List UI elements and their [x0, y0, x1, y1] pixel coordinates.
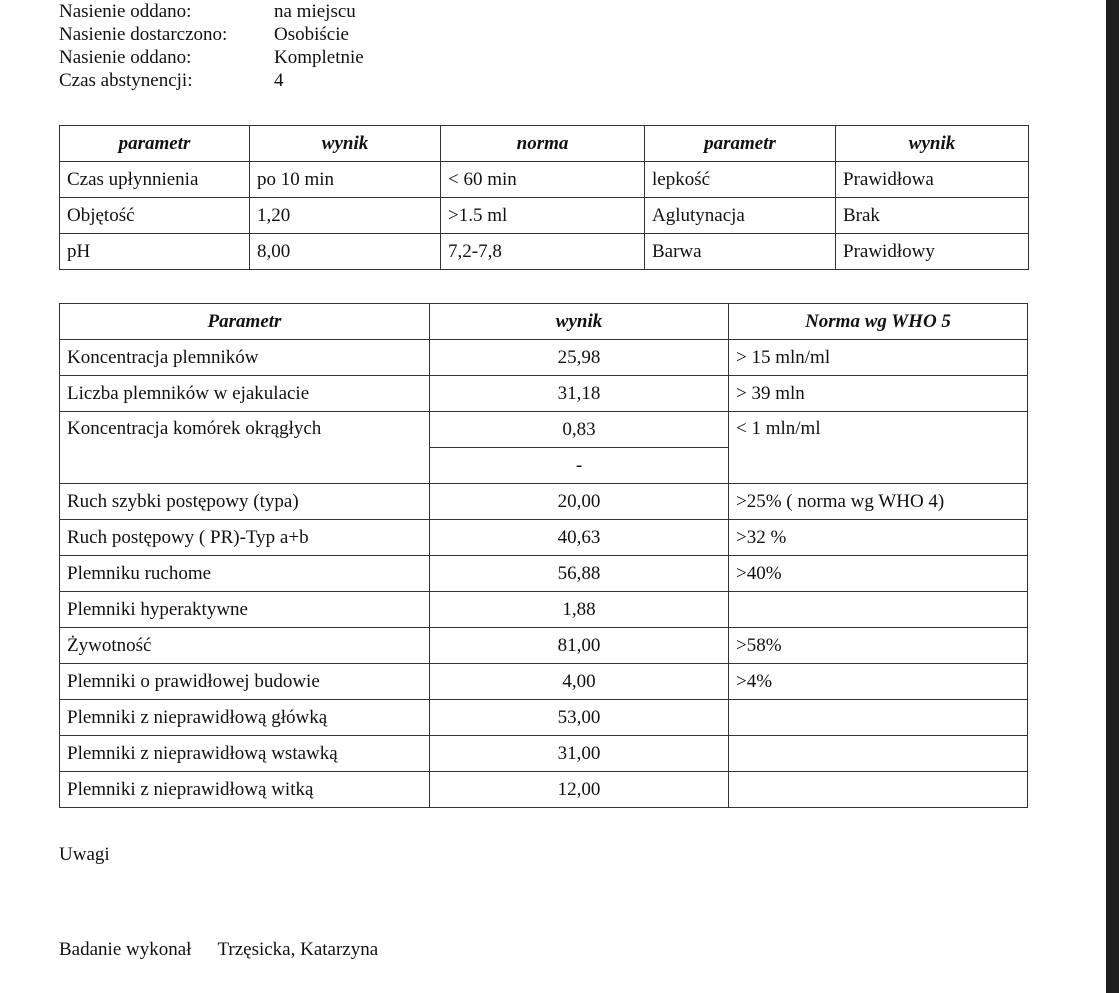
table-cell: Prawidłowa	[836, 162, 1029, 198]
basic-parameters-table	[59, 125, 1029, 270]
norm-cell	[729, 772, 1028, 808]
sample-info-label: Nasienie oddano:	[59, 47, 192, 68]
norm-cell: >4%	[729, 664, 1028, 700]
column-header: norma	[441, 126, 645, 162]
result-cell: 4,00	[430, 664, 729, 700]
performed-by-label: Badanie wykonał	[59, 939, 192, 960]
table-row	[60, 376, 1028, 412]
parameter-cell: Plemniki z nieprawidłową wstawką	[60, 736, 430, 772]
table-cell: 7,2-7,8	[441, 234, 645, 270]
table-row	[60, 340, 1028, 376]
parameter-cell: Żywotność	[60, 628, 430, 664]
norm-cell	[729, 592, 1028, 628]
norm-cell: >40%	[729, 556, 1028, 592]
parameter-cell: Koncentracja komórek okrągłych	[60, 412, 430, 484]
table-row	[60, 198, 1029, 234]
result-cell: 53,00	[430, 700, 729, 736]
table-cell: po 10 min	[250, 162, 441, 198]
column-header: wynik	[430, 304, 729, 340]
sample-info-value: Osobiście	[274, 24, 349, 45]
norm-cell: < 1 mln/ml	[729, 412, 1028, 484]
result-cell: 20,00	[430, 484, 729, 520]
table-cell: Czas upłynnienia	[60, 162, 250, 198]
table-row	[60, 592, 1028, 628]
parameter-cell: Liczba plemników w ejakulacie	[60, 376, 430, 412]
parameter-cell: Plemniki z nieprawidłową witką	[60, 772, 430, 808]
performed-by-name: Trzęsicka, Katarzyna	[217, 939, 379, 960]
column-header: wynik	[836, 126, 1029, 162]
column-header: parametr	[645, 126, 836, 162]
sample-info-label: Czas abstynencji:	[59, 70, 193, 91]
table-row	[60, 520, 1028, 556]
column-header: Parametr	[60, 304, 430, 340]
sample-info-label: Nasienie oddano:	[59, 1, 192, 22]
table-cell: Aglutynacja	[645, 198, 836, 234]
parameter-cell: Koncentracja plemników	[60, 340, 430, 376]
table-header-row	[60, 126, 1029, 162]
table-row	[60, 234, 1029, 270]
norm-cell: >58%	[729, 628, 1028, 664]
result-cell: -	[430, 448, 729, 484]
parameter-cell: Plemniku ruchome	[60, 556, 430, 592]
table-cell: Barwa	[645, 234, 836, 270]
norm-cell	[729, 700, 1028, 736]
notes-label: Uwagi	[59, 844, 110, 865]
column-header: parametr	[60, 126, 250, 162]
table-row	[60, 484, 1028, 520]
table-row	[60, 736, 1028, 772]
norm-cell: > 39 mln	[729, 376, 1028, 412]
table-header-row	[60, 304, 1028, 340]
result-cell: 81,00	[430, 628, 729, 664]
parameter-cell: Plemniki z nieprawidłową główką	[60, 700, 430, 736]
sample-info-value: na miejscu	[274, 1, 356, 22]
result-cell: 1,88	[430, 592, 729, 628]
norm-cell: >32 %	[729, 520, 1028, 556]
table-row	[60, 772, 1028, 808]
norm-cell: > 15 mln/ml	[729, 340, 1028, 376]
table-cell: Brak	[836, 198, 1029, 234]
table-cell: Prawidłowy	[836, 234, 1029, 270]
result-cell: 0,83	[430, 412, 729, 448]
table-row	[60, 412, 1028, 448]
table-row	[60, 700, 1028, 736]
parameter-cell: Ruch szybki postępowy (typa)	[60, 484, 430, 520]
parameter-cell: Plemniki o prawidłowej budowie	[60, 664, 430, 700]
table-cell: lepkość	[645, 162, 836, 198]
table-row	[60, 162, 1029, 198]
result-cell: 31,18	[430, 376, 729, 412]
table-cell: 1,20	[250, 198, 441, 234]
table-cell: 8,00	[250, 234, 441, 270]
table-cell: < 60 min	[441, 162, 645, 198]
sample-info-label: Nasienie dostarczono:	[59, 24, 228, 45]
table-cell: Objętość	[60, 198, 250, 234]
norm-cell	[729, 736, 1028, 772]
table-cell: pH	[60, 234, 250, 270]
table-row	[60, 556, 1028, 592]
page-edge-shadow	[1106, 0, 1119, 993]
result-cell: 25,98	[430, 340, 729, 376]
table-row	[60, 664, 1028, 700]
result-cell: 56,88	[430, 556, 729, 592]
who-parameters-table	[59, 303, 1028, 808]
result-cell: 40,63	[430, 520, 729, 556]
table-row	[60, 628, 1028, 664]
norm-cell: >25% ( norma wg WHO 4)	[729, 484, 1028, 520]
result-cell: 12,00	[430, 772, 729, 808]
result-cell: 31,00	[430, 736, 729, 772]
column-header: wynik	[250, 126, 441, 162]
parameter-cell: Plemniki hyperaktywne	[60, 592, 430, 628]
performed-by	[59, 937, 378, 963]
sample-info-value: Kompletnie	[274, 47, 364, 68]
parameter-cell: Ruch postępowy ( PR)-Typ a+b	[60, 520, 430, 556]
table-cell: >1.5 ml	[441, 198, 645, 234]
sample-info-value: 4	[274, 70, 284, 91]
column-header: Norma wg WHO 5	[729, 304, 1028, 340]
